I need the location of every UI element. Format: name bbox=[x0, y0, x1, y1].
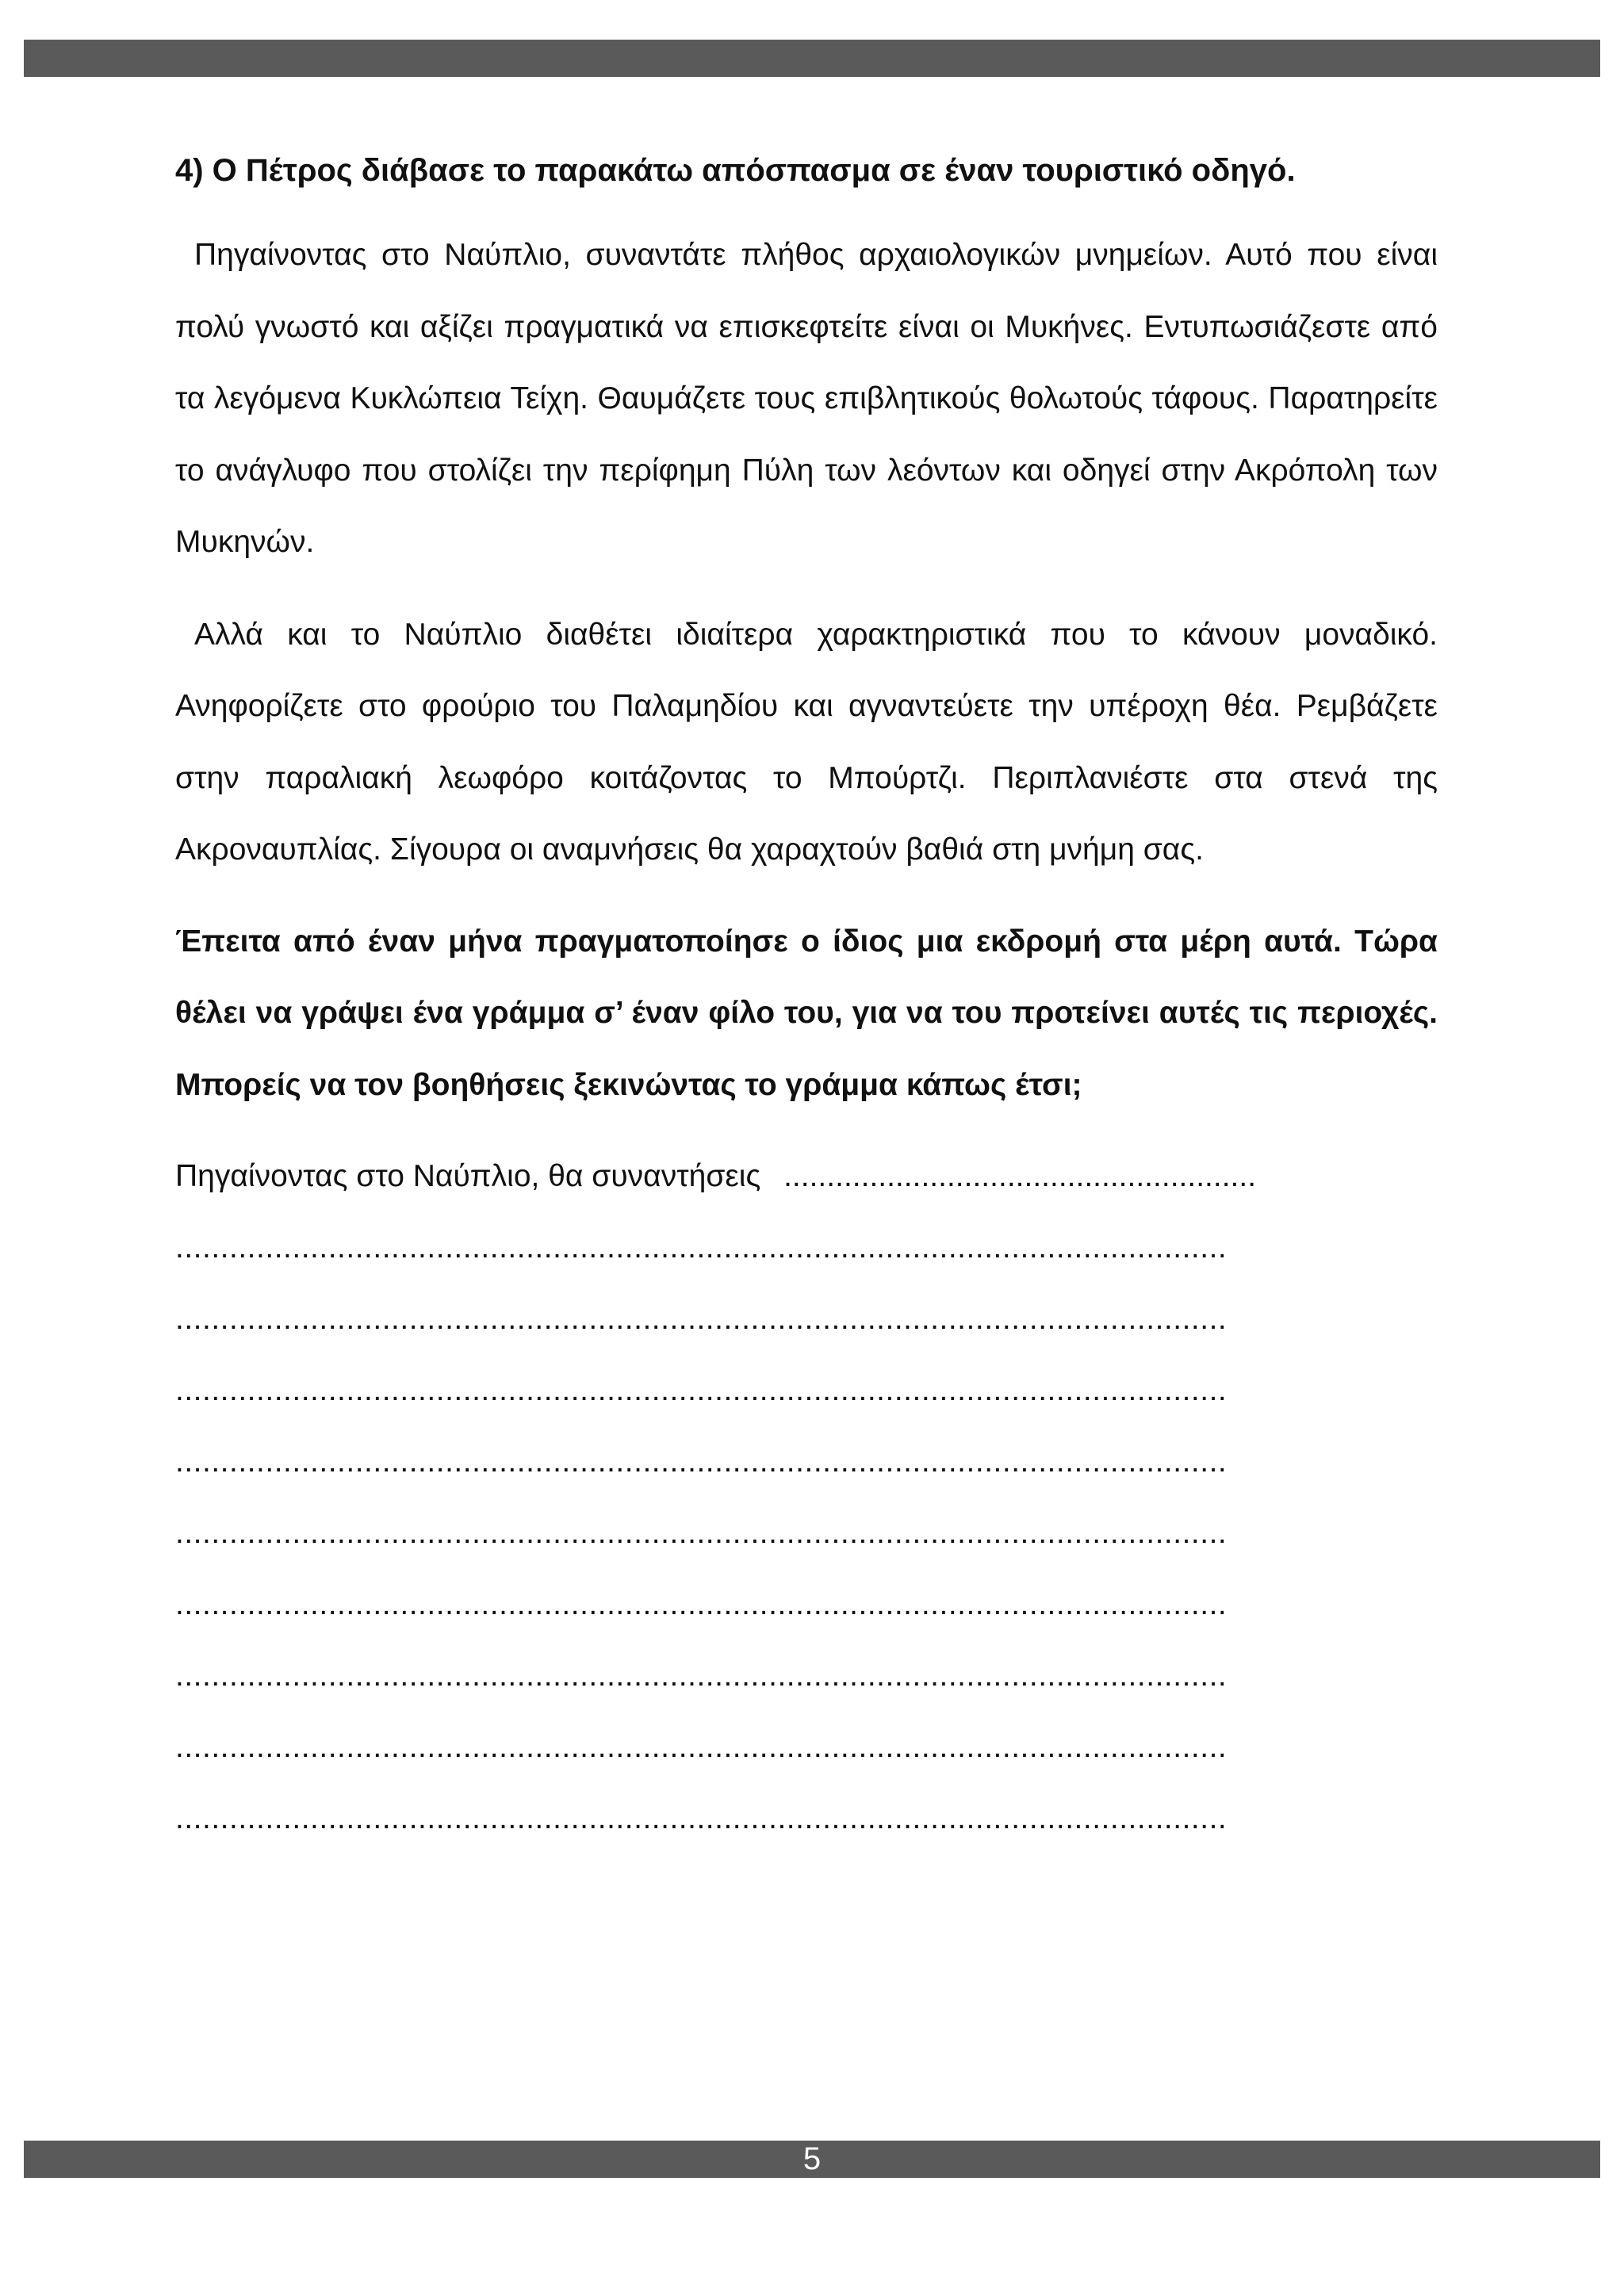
answer-line[interactable]: ..................................................................................................................... bbox=[175, 1302, 1228, 1336]
answer-line[interactable]: ..................................................................................................................... bbox=[175, 1516, 1228, 1550]
answer-prompt: Πηγαίνοντας στο Ναύπλιο, θα συναντήσεις bbox=[175, 1159, 761, 1193]
answer-line[interactable]: ..................................................................................................................... bbox=[175, 1659, 1228, 1693]
excerpt-paragraph-1: Πηγαίνοντας στο Ναύπλιο, συναντάτε πλήθος αρχαιολογικών μνημείων. Αυτό που είναι πολύ γνωστό και αξίζει πραγματικά να επισκεφτείτε είναι οι Μυκήνες. Εντυπωσιάζεστε από τα λεγόμενα Κυκλώπεια Τείχη. Θαυμάζετε τους επιβλητικούς θολωτούς τάφους. Παρατηρείτε το ανάγλυφο που στολίζει την περίφημη Πύλη των λεόντων και οδηγεί στην Ακρόπολη των Μυκηνών. bbox=[175, 238, 1438, 559]
answer-line[interactable]: ..................................................................................................................... bbox=[175, 1730, 1228, 1764]
answer-dots: ....................................................... bbox=[783, 1159, 1257, 1193]
answer-line[interactable]: ..................................................................................................................... bbox=[175, 1373, 1228, 1407]
answer-first-line[interactable] bbox=[175, 1141, 1438, 1212]
tourist-guide-excerpt bbox=[175, 220, 1438, 886]
answer-line[interactable]: ..................................................................................................................... bbox=[175, 1445, 1228, 1479]
writing-instruction: Έπειτα από έναν μήνα πραγματοποίησε ο ίδιος μια εκδρομή στα μέρη αυτά. Τώρα θέλει να γράψει ένα γράμμα σ’ έναν φίλο του, για να του προτείνει αυτές τις περιοχές. Μπορείς να τον βοηθήσεις ξεκινώντας το γράμμα κάπως έτσι; bbox=[175, 924, 1438, 1102]
header-bar bbox=[24, 40, 1600, 77]
footer-bar bbox=[24, 2141, 1600, 2178]
answer-line[interactable]: ..................................................................................................................... bbox=[175, 1587, 1228, 1621]
answer-line[interactable]: ..................................................................................................................... bbox=[175, 1801, 1228, 1835]
exercise bbox=[175, 143, 1438, 1854]
exercise-title: 4) Ο Πέτρος διάβασε το παρακάτω απόσπασμα σε έναν τουριστικό οδηγό. bbox=[175, 153, 1296, 188]
answer-line[interactable]: ..................................................................................................................... bbox=[175, 1230, 1228, 1265]
excerpt-paragraph-2: Αλλά και το Ναύπλιο διαθέτει ιδιαίτερα χαρακτηριστικά που το κάνουν μοναδικό. Ανηφορίζετε στο φρούριο του Παλαμηδίου και αγναντεύετε την υπέροχη θέα. Ρεμβάζετε στην παραλιακή λεωφόρο κοιτάζοντας το Μπούρτζι. Περιπλανιέστε στα στενά της Ακροναυπλίας. Σίγουρα οι αναμνήσεις θα χαραχτούν βαθιά στη μνήμη σας. bbox=[175, 617, 1438, 867]
page-number: 5 bbox=[802, 2141, 822, 2176]
